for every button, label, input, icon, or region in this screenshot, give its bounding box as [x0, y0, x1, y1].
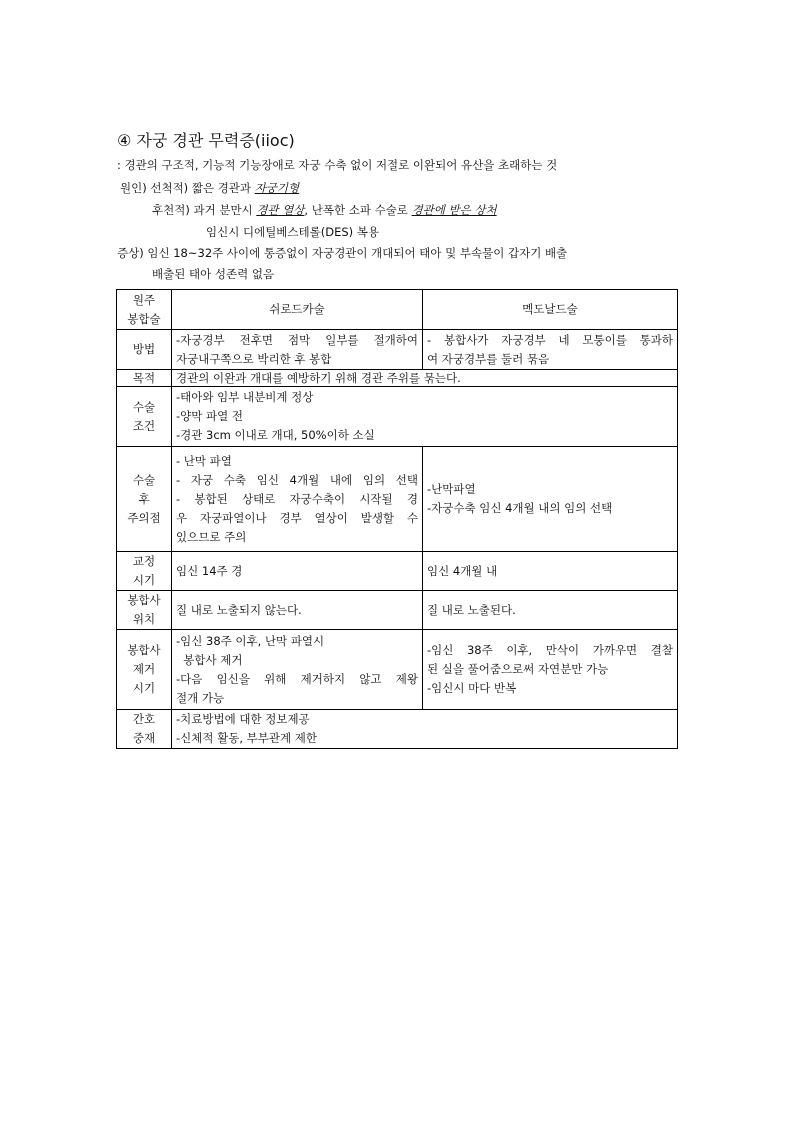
table-row-condition — [117, 387, 678, 447]
table-row-method — [117, 330, 678, 370]
cause-line — [120, 180, 299, 196]
condition-text: -태아와 임부 내분비계 정상 -양막 파열 전 -경관 3cm 이내로 개대, 50%이하 소실 — [172, 387, 678, 447]
removal-shirodkar: -임신 38주 이후, 난막 파열시 봉합사 제거 -다음 임신을 위해 제거하지 않고 제왕 절개 가능 — [172, 630, 423, 710]
timing-shirodkar: 임신 14주 경 — [172, 552, 423, 591]
definition-line: : 경관의 구조적, 기능적 기능장애로 자궁 수축 없이 저절로 이완되어 유산을 초래하는 것 — [117, 158, 558, 172]
cause-label: 원인) 선척적) 짧은 경관과 — [120, 181, 255, 195]
row-label-timing: 교정 시기 — [117, 552, 172, 591]
table-row-nursing — [117, 710, 678, 749]
method-mcdonald: - 봉합사가 자궁경부 네 모퉁이를 통과하 여 자궁경부를 둘러 묶음 — [423, 330, 678, 370]
cause-underlined: 자궁기형 — [254, 181, 300, 195]
corner-line-1: 원주 — [132, 292, 156, 307]
symptom-line-1: 증상) 임신 18~32주 사이에 통증없이 자궁경관이 개대되어 태아 및 부속물이 갑자기 배출 — [117, 246, 568, 260]
method-shirodkar: -자궁경부 전후면 점막 일부를 절개하여 자궁내구쪽으로 박리한 후 봉합 — [172, 330, 423, 370]
row-label-position: 봉합사 위치 — [117, 591, 172, 630]
row-label-condition: 수술 조건 — [117, 387, 172, 447]
position-shirodkar: 질 내로 노출되지 않는다. — [172, 591, 423, 630]
corner-cell — [117, 290, 172, 330]
row-label-purpose: 목적 — [117, 370, 172, 387]
purpose-text: 경관의 이완과 개대를 예방하기 위해 경관 주위를 묶는다. — [172, 370, 678, 387]
table-row-post-op — [117, 447, 678, 552]
table-row-removal — [117, 630, 678, 710]
symptom-line-2: 배출된 태아 성존력 없음 — [152, 267, 275, 281]
acquired-underlined-2: 경관에 받은 상처 — [411, 203, 497, 217]
table-row-timing — [117, 552, 678, 591]
post-op-shirodkar: - 난막 파열 - 자궁 수축 임신 4개월 내에 임의 선택 - 봉합된 상태로 자궁수축이 시작될 경 우 자궁파열이나 경부 열상이 발생할 수 있으므로 주의 — [172, 447, 423, 552]
row-label-nursing: 간호 중재 — [117, 710, 172, 749]
table-row-position — [117, 591, 678, 630]
row-label-post-op: 수술 후 주의점 — [117, 447, 172, 552]
position-mcdonald: 질 내로 노출된다. — [423, 591, 678, 630]
removal-mcdonald: -임신 38주 이후, 만삭이 가까우면 결찰 된 실을 풀어줌으로써 자연분만 가능 -임신시 마다 반복 — [423, 630, 678, 710]
acquired-cause-line — [152, 202, 497, 218]
header-mcdonald: 멕도날드술 — [423, 290, 678, 330]
header-shirodkar: 쉬로드카술 — [172, 290, 423, 330]
timing-mcdonald: 임신 4개월 내 — [423, 552, 678, 591]
comparison-table — [116, 289, 678, 749]
table-row-purpose — [117, 370, 678, 387]
table-header-row — [117, 290, 678, 330]
row-label-method: 방법 — [117, 330, 172, 370]
post-op-mcdonald: -난막파열 -자궁수축 임신 4개월 내의 임의 선택 — [423, 447, 678, 552]
acquired-label: 후천적) 과거 분만시 — [152, 203, 257, 217]
corner-line-2: 봉합술 — [127, 311, 161, 326]
nursing-text: -치료방법에 대한 정보제공 -신체적 활동, 부부관계 제한 — [172, 710, 678, 749]
acquired-underlined-1: 경관 열상 — [256, 203, 305, 217]
row-label-removal: 봉합사 제거 시기 — [117, 630, 172, 710]
acquired-mid: , 난폭한 소파 수술로 — [304, 203, 412, 217]
section-heading: ④ 자궁 경관 무력증(iioc) — [117, 131, 295, 150]
des-line: 임신시 디에틸베스테롤(DES) 복용 — [206, 225, 380, 239]
